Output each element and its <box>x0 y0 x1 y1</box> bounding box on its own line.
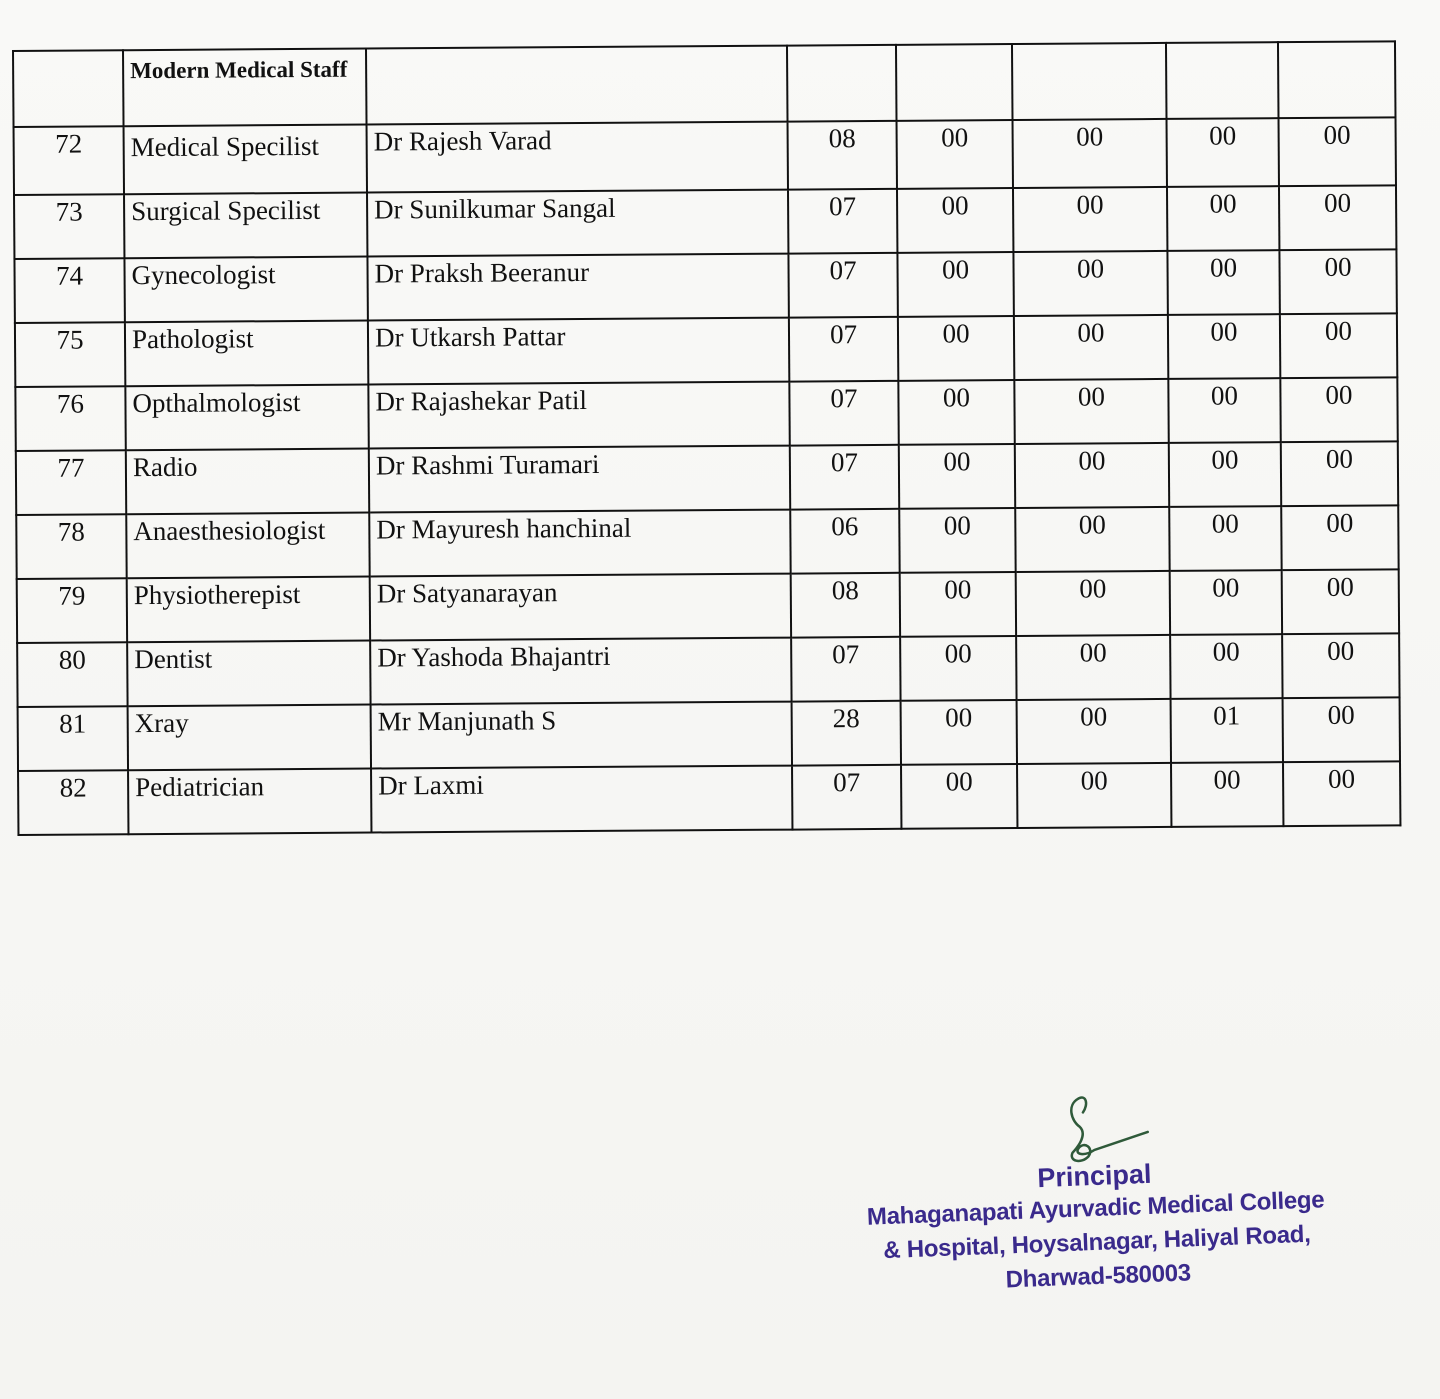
count-cell-2: 00 <box>901 764 1017 829</box>
header-empty-cell <box>1012 43 1167 120</box>
table-row <box>14 249 1396 323</box>
count-cell-4: 00 <box>1171 762 1283 827</box>
staff-name-cell: Dr Laxmi <box>371 766 792 833</box>
designation-cell: Medical Specilist <box>124 125 367 195</box>
designation-cell: Xray <box>128 705 371 771</box>
table-row <box>15 313 1397 387</box>
count-cell-5: 00 <box>1283 697 1400 762</box>
designation-cell: Pediatrician <box>128 769 371 835</box>
designation-cell: Radio <box>126 449 369 515</box>
section-header-row <box>13 41 1395 127</box>
count-cell-3: 00 <box>1014 315 1168 380</box>
count-cell-4: 00 <box>1167 118 1279 187</box>
staff-table <box>12 40 1401 836</box>
header-empty-cell <box>896 44 1013 121</box>
count-cell-3: 00 <box>1015 443 1169 508</box>
serial-number-cell: 79 <box>17 578 127 643</box>
signatory-title: Principal <box>1036 1158 1152 1194</box>
serial-number-cell: 80 <box>17 642 127 707</box>
staff-name-cell: Dr Praksh Beeranur <box>367 254 788 321</box>
count-cell-2: 00 <box>897 120 1013 189</box>
count-cell-5: 00 <box>1282 633 1399 698</box>
staff-name-cell: Dr Rashmi Turamari <box>369 446 790 513</box>
header-empty-cell <box>787 45 897 122</box>
count-cell-1: 07 <box>792 765 901 830</box>
count-cell-5: 00 <box>1280 377 1397 442</box>
serial-number-cell: 78 <box>16 514 126 579</box>
institution-line-2: & Hospital, Hoysalnagar, Haliyal Road, <box>882 1220 1312 1265</box>
serial-number-cell: 76 <box>15 386 125 451</box>
count-cell-5: 00 <box>1279 249 1396 314</box>
count-cell-1: 07 <box>788 253 897 318</box>
designation-cell: Anaesthesiologist <box>126 513 369 579</box>
count-cell-3: 00 <box>1013 119 1167 188</box>
table-row <box>18 697 1400 771</box>
count-cell-1: 07 <box>789 317 898 382</box>
header-empty-cell <box>1278 41 1396 118</box>
count-cell-3: 00 <box>1016 571 1170 636</box>
table-row <box>18 761 1400 835</box>
staff-name-cell: Dr Utkarsh Pattar <box>368 318 789 385</box>
staff-name-cell: Dr Satyanarayan <box>370 574 791 641</box>
count-cell-2: 00 <box>898 316 1014 381</box>
staff-name-cell: Dr Rajesh Varad <box>367 122 788 193</box>
count-cell-5: 00 <box>1279 117 1396 186</box>
designation-cell: Dentist <box>127 641 370 707</box>
count-cell-4: 00 <box>1169 506 1281 571</box>
serial-number-cell: 75 <box>15 322 125 387</box>
staff-name-cell: Dr Rajashekar Patil <box>368 382 789 449</box>
count-cell-3: 00 <box>1014 379 1168 444</box>
header-empty-cell <box>366 46 788 125</box>
count-cell-2: 00 <box>899 508 1015 573</box>
count-cell-5: 00 <box>1280 313 1397 378</box>
designation-cell: Surgical Specilist <box>124 193 367 259</box>
table-row <box>15 377 1397 451</box>
count-cell-5: 00 <box>1282 569 1399 634</box>
serial-number-cell: 74 <box>14 258 124 323</box>
count-cell-2: 00 <box>901 700 1017 765</box>
section-heading: Modern Medical Staff <box>123 49 367 127</box>
count-cell-4: 00 <box>1168 314 1280 379</box>
header-empty-cell <box>1166 42 1279 119</box>
staff-name-cell: Dr Mayuresh hanchinal <box>369 510 790 577</box>
count-cell-5: 00 <box>1283 761 1400 826</box>
count-cell-5: 00 <box>1281 441 1398 506</box>
count-cell-1: 07 <box>788 189 897 254</box>
count-cell-3: 00 <box>1015 507 1169 572</box>
serial-number-cell: 81 <box>18 706 128 771</box>
table-row <box>16 505 1398 579</box>
count-cell-4: 01 <box>1171 698 1283 763</box>
count-cell-2: 00 <box>900 636 1016 701</box>
count-cell-1: 08 <box>791 573 900 638</box>
count-cell-2: 00 <box>900 572 1016 637</box>
count-cell-4: 00 <box>1167 250 1279 315</box>
count-cell-3: 00 <box>1017 699 1171 764</box>
count-cell-1: 06 <box>790 509 899 574</box>
count-cell-5: 00 <box>1281 505 1398 570</box>
serial-number-cell: 72 <box>14 126 124 195</box>
designation-cell: Opthalmologist <box>125 385 368 451</box>
designation-cell: Pathologist <box>125 321 368 387</box>
count-cell-1: 07 <box>789 381 898 446</box>
serial-number-cell: 73 <box>14 194 124 259</box>
staff-name-cell: Dr Yashoda Bhajantri <box>370 638 791 705</box>
count-cell-2: 00 <box>899 444 1015 509</box>
count-cell-1: 08 <box>788 121 897 190</box>
count-cell-3: 00 <box>1016 635 1170 700</box>
table-row <box>14 117 1396 195</box>
count-cell-1: 07 <box>791 637 900 702</box>
count-cell-3: 00 <box>1013 187 1167 252</box>
count-cell-4: 00 <box>1170 570 1282 635</box>
serial-number-cell: 77 <box>16 450 126 515</box>
table-row <box>17 569 1399 643</box>
serial-number-cell: 82 <box>18 770 128 835</box>
count-cell-1: 07 <box>790 445 899 510</box>
count-cell-1: 28 <box>792 701 901 766</box>
count-cell-4: 00 <box>1168 378 1280 443</box>
table-row <box>17 633 1399 707</box>
signature-block <box>811 1079 1378 1304</box>
count-cell-2: 00 <box>897 188 1013 253</box>
staff-name-cell: Mr Manjunath S <box>371 702 792 769</box>
institution-line-1: Mahaganapati Ayurvadic Medical College <box>866 1186 1325 1231</box>
count-cell-5: 00 <box>1279 185 1396 250</box>
designation-cell: Physiotherepist <box>127 577 370 643</box>
staff-name-cell: Dr Sunilkumar Sangal <box>367 190 788 257</box>
count-cell-4: 00 <box>1170 634 1282 699</box>
count-cell-4: 00 <box>1169 442 1281 507</box>
count-cell-3: 00 <box>1013 251 1167 316</box>
count-cell-2: 00 <box>897 252 1013 317</box>
table-row <box>14 185 1396 259</box>
institution-line-3: Dharwad-580003 <box>1005 1259 1192 1294</box>
count-cell-4: 00 <box>1167 186 1279 251</box>
table-row <box>16 441 1398 515</box>
count-cell-3: 00 <box>1017 763 1171 828</box>
header-no-cell <box>13 50 124 127</box>
count-cell-2: 00 <box>898 380 1014 445</box>
designation-cell: Gynecologist <box>124 257 367 323</box>
